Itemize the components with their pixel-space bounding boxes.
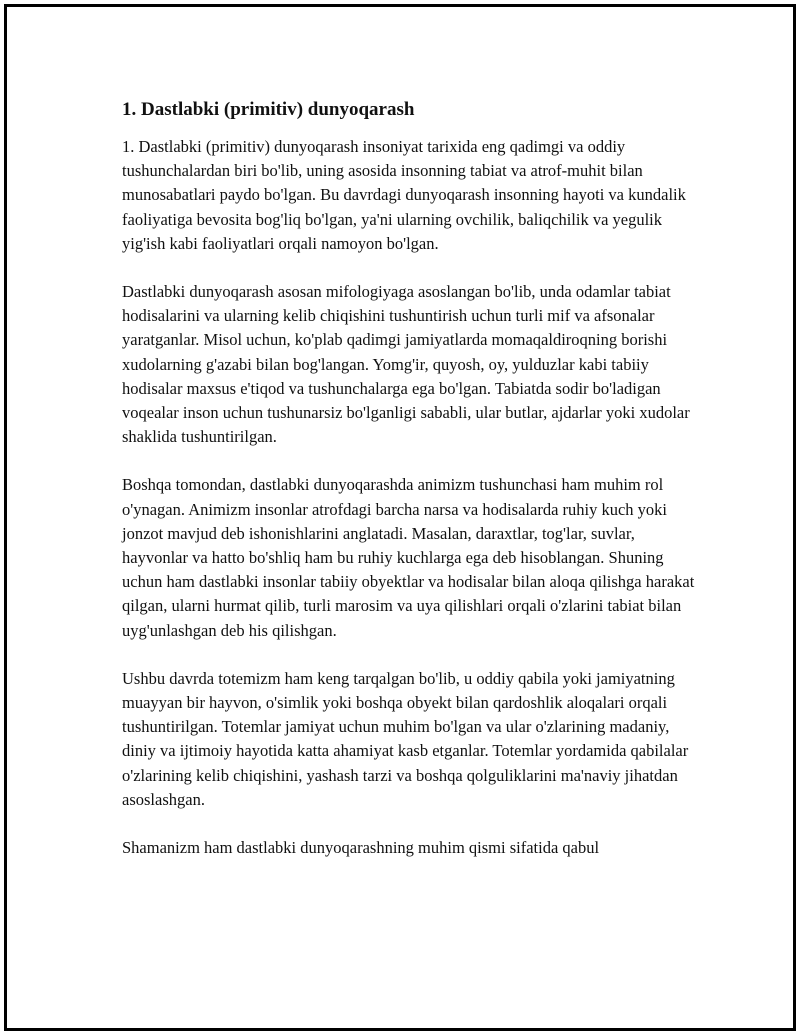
paragraph-3: Boshqa tomondan, dastlabki dunyoqarashda animizm tushunchasi ham muhim rol o'ynagan. Animizm insonlar atrofdagi barcha narsa va hodisalarda ruhiy kuch yoki jonzot mavjud deb ishonishlarini anglatadi. Masalan, daraxtlar, tog'lar, suvlar, hayvonlar va hatto bo'shliq ham bu ruhiy kuchlarga ega deb hisoblangan. Shuning uchun ham dastlabki insonlar tabiiy obyektlar va hodisalar bilan aloqa qilishga harakat qilgan, ularni hurmat qilib, turli marosim va uya qilishlari orqali o'zlarini tabiat bilan uyg'unlashgan deb his qilishgan. [122, 475, 695, 640]
paragraph-5: Shamanizm ham dastlabki dunyoqarashning muhim qismi sifatida qabul [122, 838, 600, 858]
paragraph-1: 1. Dastlabki (primitiv) dunyoqarash insoniyat tarixida eng qadimgi va oddiy tushunchalardan biri bo'lib, uning asosida insonning tabiat va atrof-muhit bilan munosabatlari paydo bo'lgan. Bu davrdagi dunyoqarash insonning hayoti va kundalik faoliyatiga bevosita bog'liq bo'lgan, ya'ni ularning ovchilik, baliqchilik va yegulik yig'ish kabi faoliyatlari orqali namoyon bo'lgan. [122, 137, 686, 253]
document-title: 1. Dastlabki (primitiv) dunyoqarash [122, 99, 415, 120]
page-frame [4, 4, 796, 1031]
paragraph-4: Ushbu davrda totemizm ham keng tarqalgan bo'lib, u oddiy qabila yoki jamiyatning muayyan bir hayvon, o'simlik yoki boshqa obyekt bilan qardoshlik aloqalari orqali tushuntirilgan. Totemlar jamiyat uchun muhim bo'lgan va ular o'zlarining madaniy, diniy va ijtimoiy hayotida katta ahamiyat kasb etganlar. Totemlar yordamida qabilalar o'zlarining kelib chiqishini, yashash tarzi va boshqa qolguliklarini ma'naviy jihatdan asoslashgan. [122, 668, 689, 809]
document-body [122, 97, 702, 884]
paragraph-2: Dastlabki dunyoqarash asosan mifologiyaga asoslangan bo'lib, unda odamlar tabiat hodisalarini va ularning kelib chiqishini tushuntirish uchun turli mif va afsonalar yaratganlar. Misol uchun, ko'plab qadimgi jamiyatlarda momaqaldiroqning borishi xudolarning g'azabi bilan bog'langan. Yomg'ir, quyosh, oy, yulduzlar kabi tabiiy hodisalar maxsus e'tiqod va tushunchalarga ega bo'lgan. Tabiatda sodir bo'ladigan voqealar inson uchun tushunarsiz bo'lganligi sababli, ular butlar, ajdarlar yoki xudolar shaklida tushuntirilgan. [122, 282, 690, 447]
